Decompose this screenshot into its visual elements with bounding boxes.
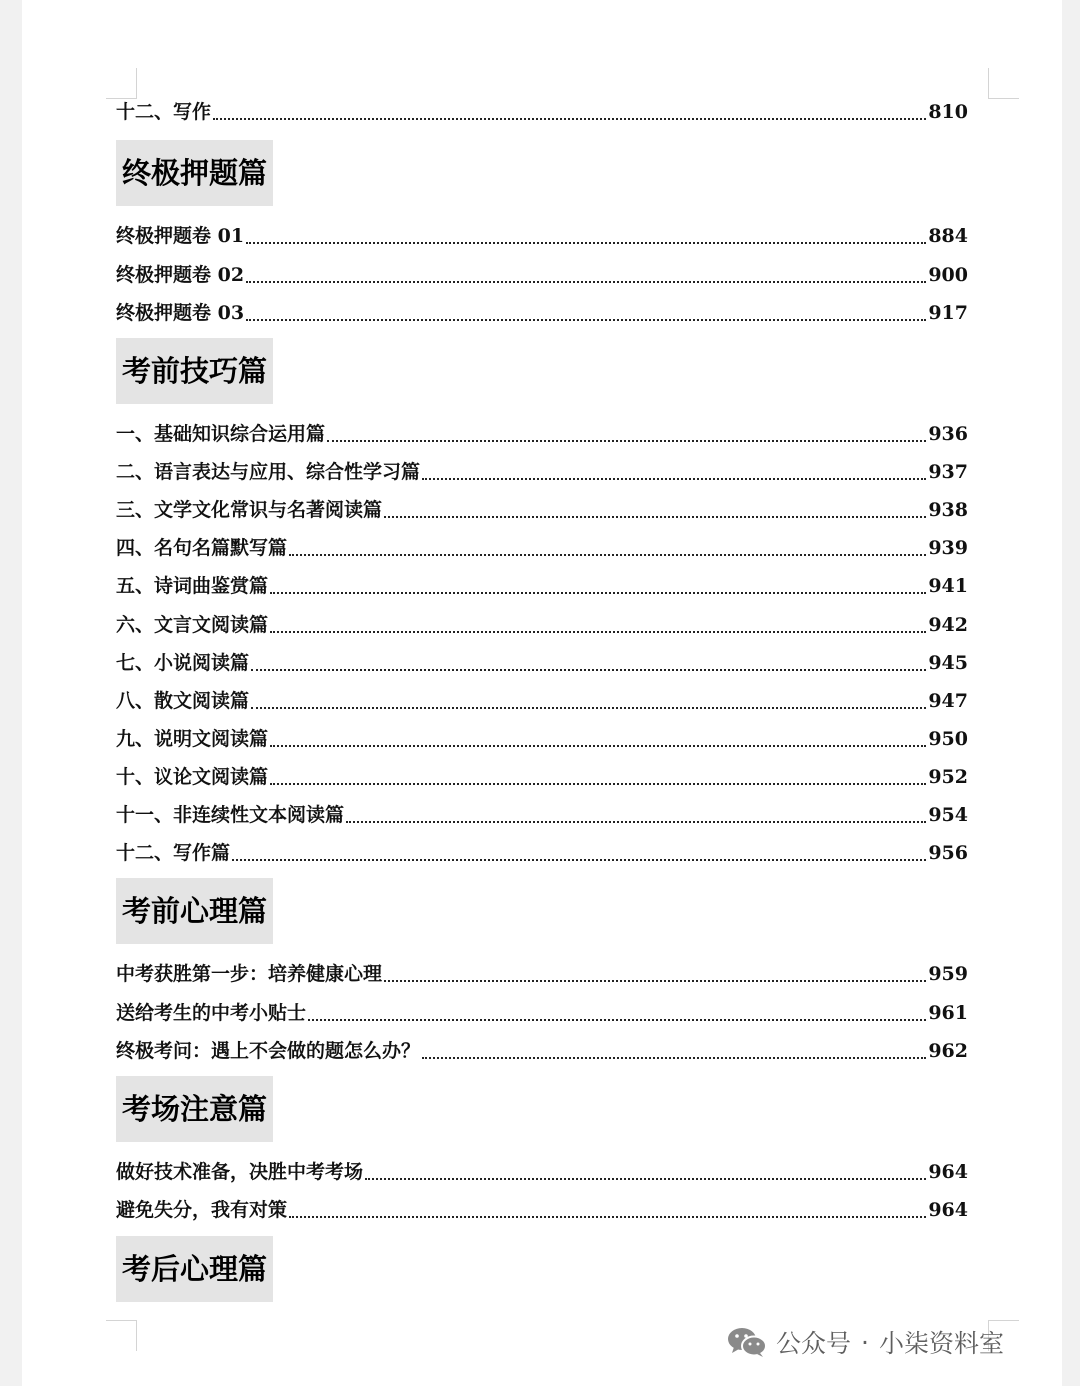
toc-entry-title: 送给考生的中考小贴士: [116, 1002, 307, 1024]
wechat-icon: [726, 1326, 768, 1358]
toc-page-number: 938: [928, 499, 968, 521]
toc-entry[interactable]: [116, 299, 968, 327]
toc-entry-title: 中考获胜第一步：培养健康心理: [116, 963, 383, 985]
toc-entry[interactable]: [116, 1037, 968, 1065]
toc-dot-leader: [232, 859, 926, 861]
toc-dot-leader: [365, 1178, 926, 1180]
toc-entry[interactable]: [116, 261, 968, 289]
toc-dot-leader: [270, 592, 926, 594]
toc-entry-title: 一、基础知识综合运用篇: [116, 423, 326, 445]
toc-entry[interactable]: [116, 420, 968, 448]
watermark-separator: ·: [861, 1327, 869, 1357]
corner-mark-bottom-left: [106, 1320, 137, 1351]
toc-dot-leader: [246, 242, 926, 244]
toc-entry-title: 二、语言表达与应用、综合性学习篇: [116, 461, 421, 483]
toc-dot-leader: [422, 478, 926, 480]
toc-page-number: 964: [928, 1199, 968, 1221]
toc-entry[interactable]: [116, 649, 968, 677]
toc-page-number: 937: [928, 461, 968, 483]
toc-entry[interactable]: [116, 222, 968, 250]
toc-entry-title: 十、议论文阅读篇: [116, 766, 269, 788]
toc-entry[interactable]: [116, 534, 968, 562]
toc-page-number: 941: [928, 575, 968, 597]
toc-entry-title: 做好技术准备，决胜中考考场: [116, 1161, 364, 1183]
toc-entry-title: 终极押题卷 01: [116, 225, 245, 247]
toc-page-number: 884: [928, 225, 968, 247]
toc-dot-leader: [251, 669, 926, 671]
toc-entry[interactable]: [116, 572, 968, 600]
toc-entry-title: 十一、非连续性文本阅读篇: [116, 804, 345, 826]
toc-page-number: 961: [928, 1002, 968, 1024]
toc-dot-leader: [270, 745, 926, 747]
toc-dot-leader: [289, 554, 926, 556]
toc-entry-title: 终极押题卷 03: [116, 302, 245, 324]
toc-page-number: 939: [928, 537, 968, 559]
toc-page-number: 959: [928, 963, 968, 985]
watermark: [726, 1322, 1004, 1362]
toc-entry[interactable]: [116, 687, 968, 715]
toc-page-number: 917: [928, 302, 968, 324]
toc-dot-leader: [251, 707, 926, 709]
corner-mark-top-left: [106, 68, 137, 99]
section-heading: 考后心理篇: [116, 1236, 273, 1302]
toc-dot-leader: [270, 783, 926, 785]
toc-page-number: 962: [928, 1040, 968, 1062]
toc-entry[interactable]: [116, 496, 968, 524]
watermark-account: 小柒资料室: [878, 1329, 1004, 1358]
toc-dot-leader: [246, 319, 926, 321]
toc-entry[interactable]: [116, 611, 968, 639]
section-heading: 考前心理篇: [116, 878, 273, 944]
section-heading: 终极押题篇: [116, 140, 273, 206]
toc-dot-leader: [270, 631, 926, 633]
toc-page-number: 900: [928, 264, 968, 286]
toc-entry-title: 五、诗词曲鉴赏篇: [116, 575, 269, 597]
toc-page-number: 936: [928, 423, 968, 445]
watermark-label: 公众号: [776, 1329, 852, 1358]
toc-entry-title: 终极考问：遇上不会做的题怎么办？: [116, 1040, 421, 1062]
toc-entry[interactable]: [116, 999, 968, 1027]
toc-entry[interactable]: [116, 458, 968, 486]
toc-entry-title: 十二、写作篇: [116, 842, 231, 864]
toc-entry[interactable]: [116, 1196, 968, 1224]
toc-dot-leader: [213, 118, 926, 120]
toc-dot-leader: [327, 440, 926, 442]
toc-entry-title: 七、小说阅读篇: [116, 652, 250, 674]
toc-page-number: 950: [928, 728, 968, 750]
toc-page-number: 956: [928, 842, 968, 864]
toc-page-number: 947: [928, 690, 968, 712]
toc-page-number: 810: [928, 101, 968, 123]
toc-entry-title: 十二、写作: [116, 101, 212, 123]
toc-entry[interactable]: [116, 98, 968, 126]
toc-dot-leader: [422, 1057, 926, 1059]
toc-entry[interactable]: [116, 1158, 968, 1186]
section-heading: 考场注意篇: [116, 1076, 273, 1142]
toc-entry[interactable]: [116, 763, 968, 791]
toc-dot-leader: [346, 821, 926, 823]
toc-entry-title: 四、名句名篇默写篇: [116, 537, 288, 559]
section-heading: 考前技巧篇: [116, 338, 273, 404]
toc-page-number: 942: [928, 614, 968, 636]
toc-page-number: 954: [928, 804, 968, 826]
toc-entry-title: 八、散文阅读篇: [116, 690, 250, 712]
toc-entry-title: 三、文学文化常识与名著阅读篇: [116, 499, 383, 521]
toc-entry-title: 六、文言文阅读篇: [116, 614, 269, 636]
toc-dot-leader: [246, 281, 926, 283]
toc-entry-title: 终极押题卷 02: [116, 264, 245, 286]
toc-entry-title: 避免失分，我有对策: [116, 1199, 288, 1221]
toc-entry[interactable]: [116, 839, 968, 867]
toc-entry[interactable]: [116, 801, 968, 829]
toc-page-number: 952: [928, 766, 968, 788]
corner-mark-top-right: [988, 68, 1019, 99]
toc-dot-leader: [308, 1019, 926, 1021]
toc-dot-leader: [384, 980, 926, 982]
toc-page-number: 964: [928, 1161, 968, 1183]
toc-dot-leader: [384, 516, 926, 518]
toc-entry[interactable]: [116, 960, 968, 988]
toc-page-number: 945: [928, 652, 968, 674]
toc-entry[interactable]: [116, 725, 968, 753]
toc-entry-title: 九、说明文阅读篇: [116, 728, 269, 750]
toc-dot-leader: [289, 1216, 926, 1218]
